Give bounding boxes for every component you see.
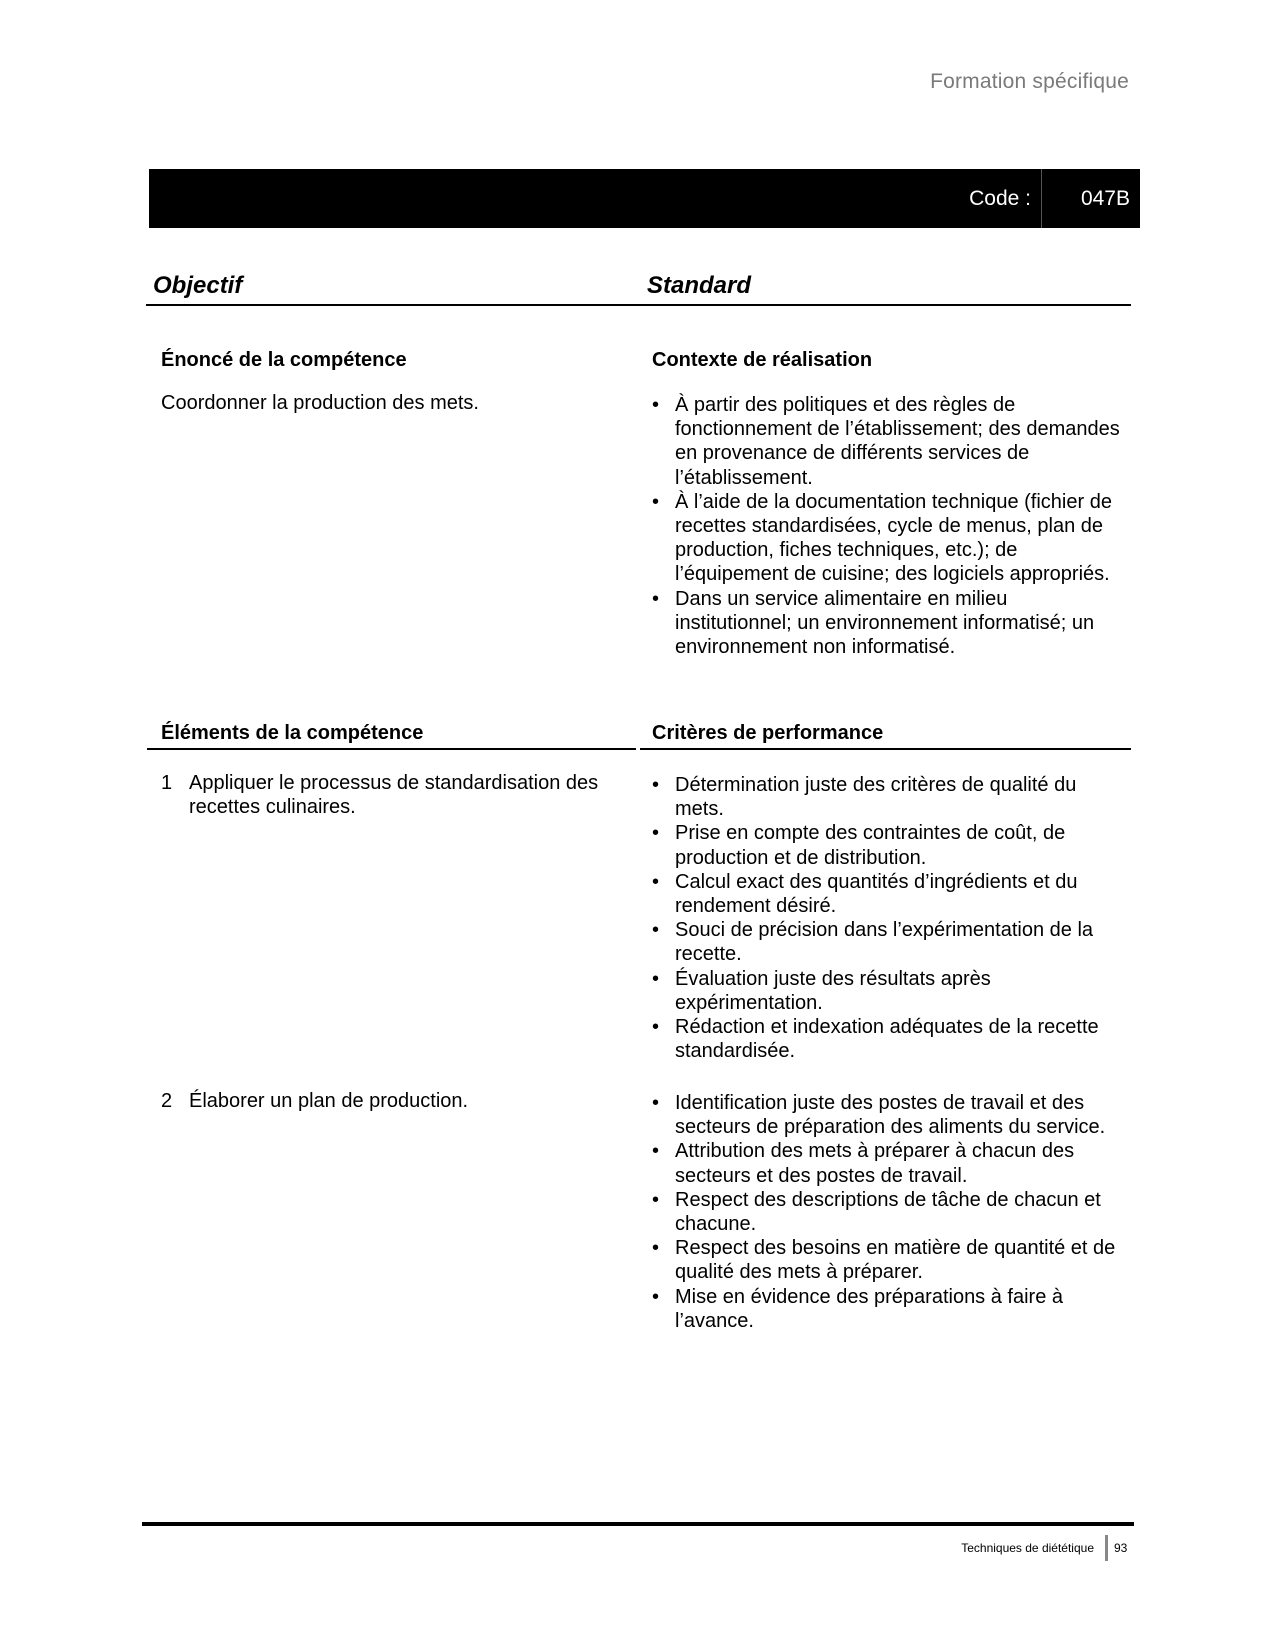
- footer-rule: [142, 1522, 1134, 1526]
- elements-heading: Éléments de la compétence: [161, 722, 424, 744]
- criterion-item: • Souci de précision dans l’expérimentation de la recette.: [652, 918, 1122, 966]
- element-number: 1: [161, 772, 173, 794]
- elements-heading-rule: [147, 748, 636, 750]
- footer-program-title: Techniques de diététique: [961, 1541, 1094, 1555]
- column-heading-rule: [146, 304, 1131, 306]
- element-2: [161, 1089, 631, 1113]
- criterion-item: • Respect des besoins en matière de quantité et de qualité des mets à préparer.: [652, 1236, 1124, 1284]
- code-bar: [149, 169, 1140, 228]
- element-text: Élaborer un plan de production.: [189, 1090, 469, 1112]
- column-heading-standard: Standard: [647, 272, 752, 299]
- criterion-item: • Mise en évidence des préparations à faire à l’avance.: [652, 1285, 1124, 1333]
- element-1: [161, 771, 631, 819]
- element-text: Appliquer le processus de standardisation des recettes culinaires.: [189, 772, 599, 818]
- criteria-list-2: [652, 1091, 1124, 1333]
- criteria-list-1: [652, 773, 1122, 1063]
- page-number: 93: [1114, 1541, 1128, 1555]
- context-item: • Dans un service alimentaire en milieu institutionnel; un environnement informatisé; un environnement non informatisé.: [652, 587, 1124, 660]
- context-item: • À partir des politiques et des règles de fonctionnement de l’établissement; des demandes en provenance de différents services de l’établissement.: [652, 393, 1124, 490]
- criterion-item: • Identification juste des postes de travail et des secteurs de préparation des aliments du service.: [652, 1091, 1124, 1139]
- criterion-item: • Évaluation juste des résultats après expérimentation.: [652, 967, 1122, 1015]
- context-heading: Contexte de réalisation: [652, 349, 873, 371]
- criterion-item: • Détermination juste des critères de qualité du mets.: [652, 773, 1122, 821]
- running-title: Formation spécifique: [930, 70, 1129, 93]
- column-heading-objectif: Objectif: [153, 272, 243, 299]
- element-number: 2: [161, 1090, 173, 1112]
- statement-heading: Énoncé de la compétence: [161, 349, 407, 371]
- code-label: Code :: [969, 169, 1042, 228]
- criterion-item: • Respect des descriptions de tâche de chacun et chacune.: [652, 1188, 1124, 1236]
- context-list: [652, 393, 1124, 659]
- criteria-heading-rule: [640, 748, 1131, 750]
- statement-text: Coordonner la production des mets.: [161, 392, 479, 414]
- criterion-item: • Rédaction et indexation adéquates de la recette standardisée.: [652, 1015, 1122, 1063]
- footer-separator: [1105, 1535, 1108, 1561]
- criterion-item: • Prise en compte des contraintes de coût, de production et de distribution.: [652, 821, 1122, 869]
- context-item: • À l’aide de la documentation technique (fichier de recettes standardisées, cycle de menus, plan de production, fiches techniques, etc.); de l’équipement de cuisine; des logiciels appropriés.: [652, 490, 1124, 587]
- criteria-heading: Critères de performance: [652, 722, 884, 744]
- code-value: 047B: [1080, 187, 1130, 210]
- criterion-item: • Attribution des mets à préparer à chacun des secteurs et des postes de travail.: [652, 1139, 1124, 1187]
- criterion-item: • Calcul exact des quantités d’ingrédients et du rendement désiré.: [652, 870, 1122, 918]
